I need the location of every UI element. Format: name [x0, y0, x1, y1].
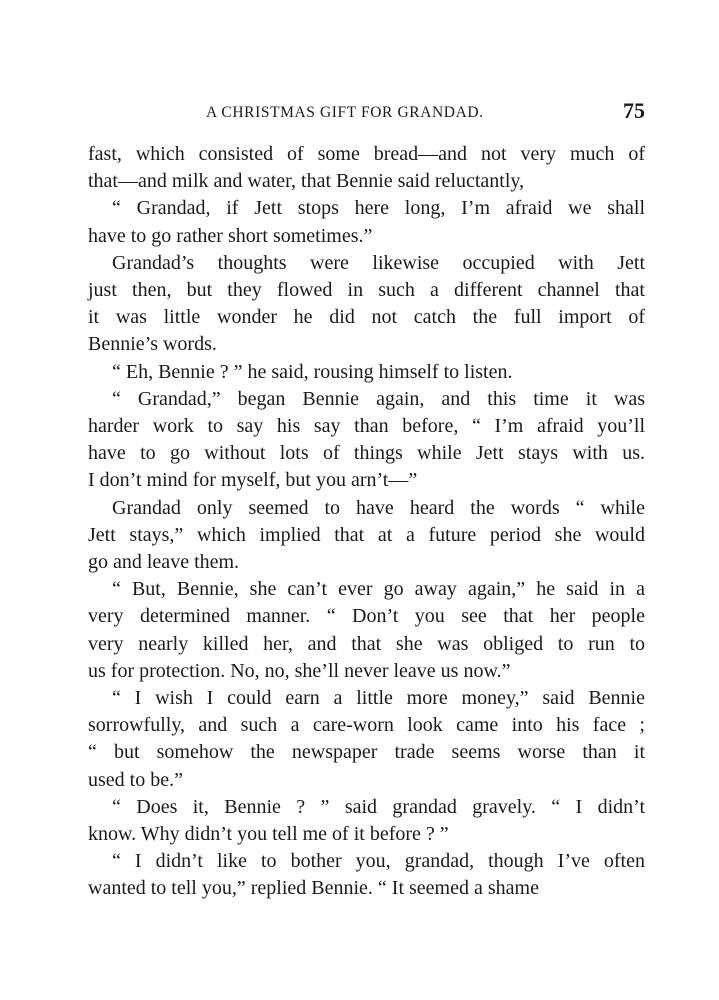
running-title: A CHRISTMAS GIFT FOR GRANDAD.	[206, 104, 484, 121]
text-line: very determined manner. “ Don’t you see that her people	[88, 605, 645, 628]
page-number: 75	[623, 98, 645, 123]
paragraph	[88, 794, 645, 848]
text-line: just then, but they flowed in such a different channel that	[88, 279, 645, 302]
text-line: “ Grandad, if Jett stops here long, I’m afraid we shall	[112, 197, 645, 220]
text-line: “ Grandad,” began Bennie again, and this time it was	[112, 387, 645, 410]
paragraph	[88, 495, 645, 577]
text-line: that—and milk and water, that Bennie said reluctantly,	[88, 170, 525, 193]
paragraph	[88, 848, 645, 902]
paragraph	[88, 359, 645, 386]
text-line: Grandad only seemed to have heard the words “ while	[112, 496, 645, 519]
text-line: “ Eh, Bennie ? ” he said, rousing himself to listen.	[112, 360, 513, 383]
text-line: go and leave them.	[88, 551, 240, 574]
text-line: Bennie’s words.	[88, 333, 217, 356]
page-header	[88, 98, 645, 128]
text-line: have to go rather short sometimes.”	[88, 224, 373, 247]
text-line: us for protection. No, no, she’ll never leave us now.”	[88, 659, 511, 682]
paragraph	[88, 195, 645, 249]
text-line: “ Does it, Bennie ? ” said grandad gravely. “ I didn’t	[112, 795, 645, 818]
paragraph	[88, 576, 645, 685]
text-line: wanted to tell you,” replied Bennie. “ It seemed a shame	[88, 877, 539, 900]
text-line: Grandad’s thoughts were likewise occupied with Jett	[112, 251, 645, 274]
text-line: sorrowfully, and such a care-worn look came into his face ;	[88, 714, 645, 737]
text-line: very nearly killed her, and that she was obliged to run to	[88, 632, 645, 655]
text-line: used to be.”	[88, 768, 183, 791]
text-line: “ But, Bennie, she can’t ever go away again,” he said in a	[112, 578, 645, 601]
text-line: have to go without lots of things while Jett stays with us.	[88, 442, 645, 465]
text-line: “ I wish I could earn a little more money,” said Bennie	[112, 687, 645, 710]
text-line: Jett stays,” which implied that at a future period she would	[88, 523, 645, 546]
text-line: harder work to say his say than before, “ I’m afraid you’ll	[88, 415, 645, 438]
paragraph	[88, 141, 645, 195]
text-line: it was little wonder he did not catch the full import of	[88, 306, 645, 329]
text-line: fast, which consisted of some bread—and not very much of	[88, 143, 645, 165]
text-line: “ but somehow the newspaper trade seems worse than it	[88, 741, 645, 764]
paragraph	[88, 386, 645, 495]
paragraph	[88, 685, 645, 794]
text-line: I don’t mind for myself, but you arn’t—”	[88, 469, 418, 492]
text-line: “ I didn’t like to bother you, grandad, though I’ve often	[112, 850, 645, 873]
paragraph	[88, 250, 645, 359]
body-text	[88, 141, 645, 903]
text-line: know. Why didn’t you tell me of it before ? ”	[88, 823, 449, 846]
